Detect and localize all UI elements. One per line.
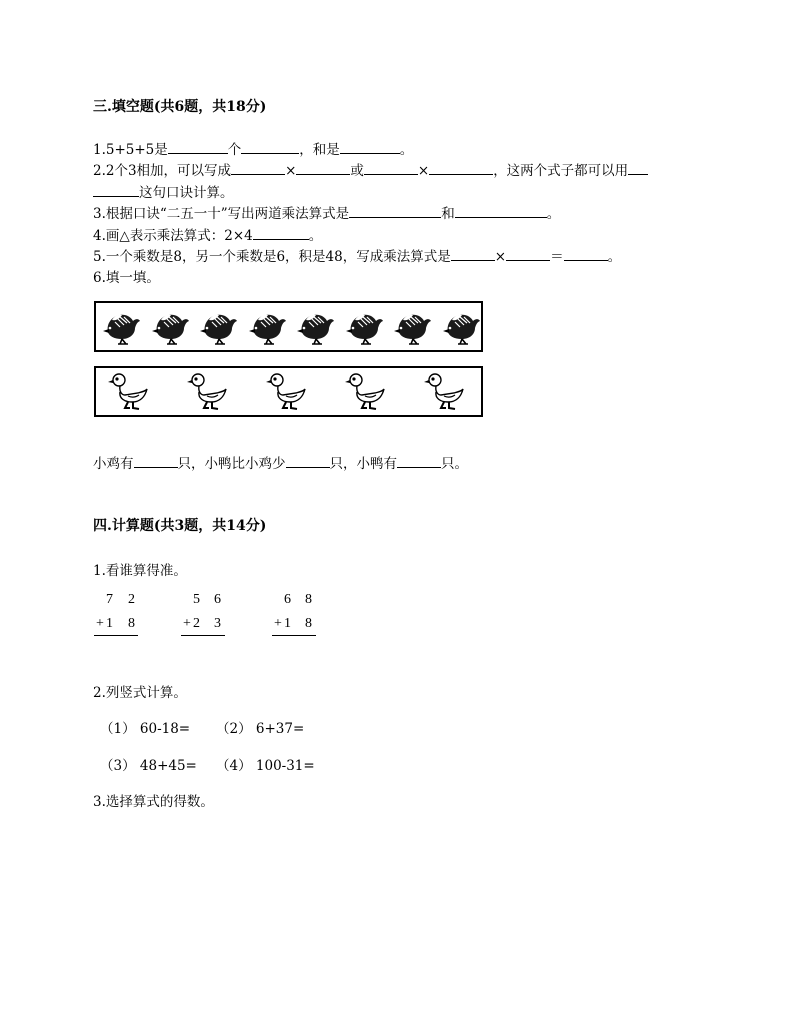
digit: 5 (193, 592, 200, 607)
chick-icon (246, 306, 288, 350)
chick-icon (100, 306, 142, 350)
calc-item: （1） 60-18= (100, 721, 191, 737)
duck-icon (108, 371, 148, 417)
plus-sign: + (96, 616, 104, 631)
digit: 8 (128, 616, 135, 631)
question-4: 4.画△表示乘法算式：2×4 。 (93, 228, 323, 244)
sum-line (181, 635, 225, 636)
digit: 8 (305, 592, 312, 607)
answer-blank[interactable] (397, 454, 441, 468)
question-calc-2: 2.列竖式计算。 (93, 685, 187, 701)
duck-icon (424, 371, 464, 417)
digit: 1 (106, 616, 113, 631)
question-6: 6.填一填。 (93, 270, 160, 286)
answer-blank[interactable] (296, 161, 350, 175)
digit: 8 (305, 616, 312, 631)
digit: 6 (214, 592, 221, 607)
chick-icon (294, 306, 336, 350)
sum-line (272, 635, 316, 636)
answer-blank[interactable] (241, 140, 299, 154)
duck-icon (345, 371, 385, 417)
answer-blank[interactable] (168, 140, 228, 154)
answer-blank[interactable] (134, 454, 178, 468)
duck-icon (266, 371, 306, 417)
answer-blank[interactable] (564, 247, 608, 261)
digit: 3 (214, 616, 221, 631)
count-fill-sentence: 小鸡有 只，小鸭比小鸡少 只，小鸭有 只。 (93, 456, 468, 472)
answer-blank[interactable] (340, 140, 400, 154)
answer-blank[interactable] (253, 226, 309, 240)
answer-blank[interactable] (455, 204, 547, 218)
question-3: 3.根据口诀“二五一十”写出两道乘法算式是 和 。 (93, 206, 561, 222)
chick-icon (149, 306, 191, 350)
plus-sign: + (183, 616, 191, 631)
section4-title: 四.计算题(共3题，共14分) (93, 518, 267, 534)
digit: 2 (193, 616, 200, 631)
digit: 6 (284, 592, 291, 607)
digit: 2 (128, 592, 135, 607)
duck-icon (187, 371, 227, 417)
question-2-cont: 这句口诀计算。 (93, 181, 234, 201)
answer-blank[interactable] (349, 204, 441, 218)
plus-sign: + (274, 616, 282, 631)
answer-blank[interactable] (628, 161, 648, 175)
calc-item: （3） 48+45= (100, 758, 197, 774)
digit: 7 (106, 592, 113, 607)
answer-blank[interactable] (93, 183, 139, 197)
answer-blank[interactable] (451, 247, 495, 261)
sum-line (94, 635, 138, 636)
answer-blank[interactable] (429, 161, 493, 175)
chick-icon (197, 306, 239, 350)
question-calc-3: 3.选择算式的得数。 (93, 794, 214, 810)
calc-item: （4） 100-31= (216, 758, 315, 774)
question-1: 1.5+5+5是 个 ，和是 。 (93, 142, 414, 158)
question-calc-1: 1.看谁算得准。 (93, 563, 187, 579)
chick-icon (391, 306, 433, 350)
chick-icon (343, 306, 385, 350)
answer-blank[interactable] (286, 454, 330, 468)
answer-blank[interactable] (364, 161, 418, 175)
digit: 1 (284, 616, 291, 631)
question-2: 2.2个3相加，可以写成 × 或 × ，这两个式子都可以用 (93, 159, 648, 179)
chick-icon (440, 306, 482, 350)
question-5: 5.一个乘数是8，另一个乘数是6，积是48，写成乘法算式是 × ＝ 。 (93, 249, 622, 265)
answer-blank[interactable] (231, 161, 285, 175)
answer-blank[interactable] (506, 247, 550, 261)
section3-title: 三.填空题(共6题，共18分) (93, 99, 267, 115)
calc-item: （2） 6+37= (216, 721, 305, 737)
